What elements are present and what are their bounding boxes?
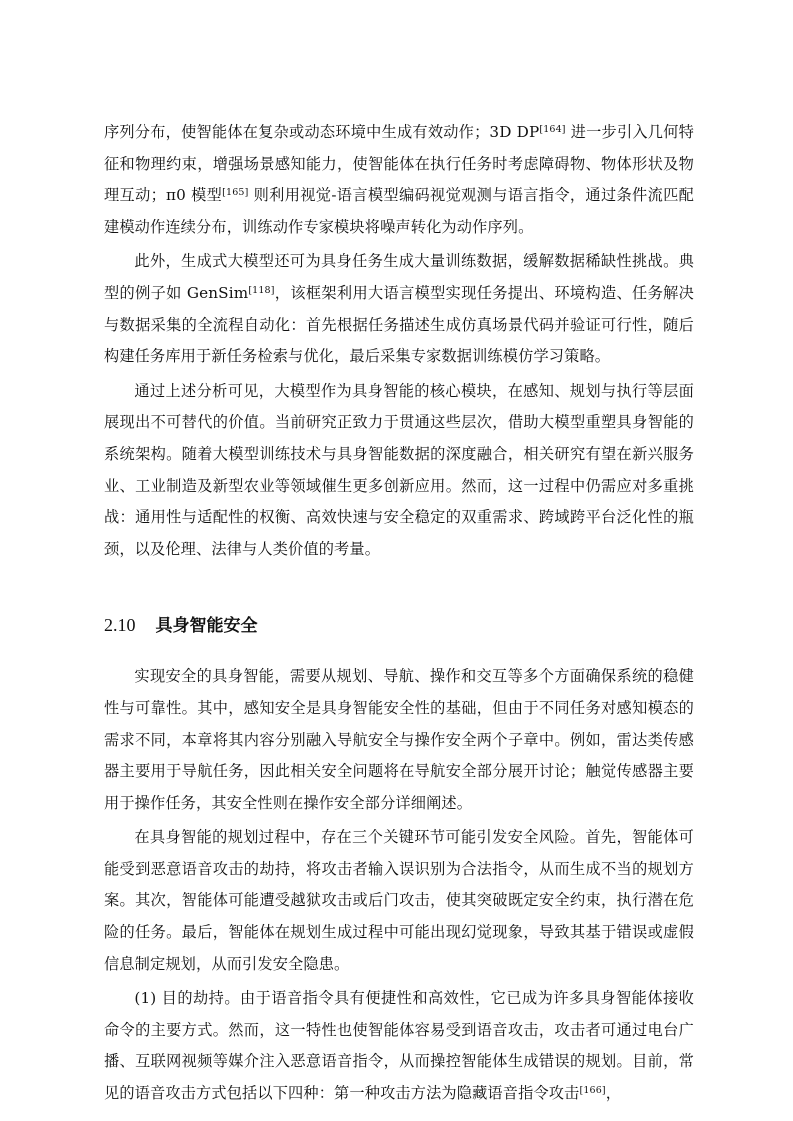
paragraph-4 [104, 661, 694, 819]
paragraph-group-top [104, 117, 694, 565]
paragraph-group-bottom [104, 661, 694, 1109]
paragraph-text: 序列分布，使智能体在复杂或动态环境中生成有效动作；3D DP [104, 123, 540, 141]
paragraph-text: ，该框架利用大语言模型实现任务提出、环境构造、任务解决与数据采集的全流程自动化：首先根据任务描述生成仿真场景代码并验证可行性，随后构建任务库用于新任务检索与优化，最后采集专家数据训练模仿学习策略。 [104, 283, 694, 366]
paragraph-5 [104, 822, 694, 980]
citation[interactable]: [166] [579, 1084, 606, 1096]
paragraph-3 [104, 376, 694, 566]
section-title: 具身智能安全 [155, 616, 258, 637]
paragraph-text: 进一步引入几何特征和物理约束，增强场景感知能力，使智能体在执行任务时考虑障碍物、物体形状及物理互动；π0 模型 [104, 123, 694, 205]
paragraph-1 [104, 117, 694, 243]
citation[interactable]: [118] [248, 284, 275, 296]
paragraph-text: (1) 目的劫持。由于语音指令具有便捷性和高效性，它已成为许多具身智能体接收命令的主要方式。然而，这一特性也使智能体容易受到语音攻击，攻击者可通过电台广播、互联网视频等媒介注入恶意语音指令，从而操控智能体生成错误的规划。目前，常见的语音攻击方式包括以下四种：第一种攻击方法为隐藏语音指令攻击 [104, 989, 694, 1103]
paragraph-text: 通过上述分析可见，大模型作为具身智能的核心模块，在感知、规划与执行等层面展现出不可替代的价值。当前研究正致力于贯通这些层次，借助大模型重塑具身智能的系统架构。随着大模型训练技术与具身智能数据的深度融合，相关研究有望在新兴服务业、工业制造及新型农业等领域催生更多创新应用。然而，这一过程中仍需应对多重挑战：通用性与适配性的权衡、高效快速与安全稳定的双重需求、跨域跨平台泛化性的瓶颈，以及伦理、法律与人类价值的考量。 [104, 381, 694, 558]
paragraph-text: 此外，生成式大模型还可为具身任务生成大量训练数据，缓解数据稀缺性挑战。典型的例子如 GenSim [104, 252, 694, 302]
citation[interactable]: [165] [222, 186, 249, 198]
paragraph-text: 实现安全的具身智能，需要从规划、导航、操作和交互等多个方面确保系统的稳健性与可靠性。其中，感知安全是具身智能安全性的基础，但由于不同任务对感知模态的需求不同，本章将其内容分别融入导航安全与操作安全两个子章中。例如，雷达类传感器主要用于导航任务，因此相关安全问题将在导航安全部分展开讨论；触觉传感器主要用于操作任务，其安全性则在操作安全部分详细阐述。 [104, 667, 694, 812]
paragraph-2 [104, 246, 694, 372]
paragraph-text: 在具身智能的规划过程中，存在三个关键环节可能引发安全风险。首先，智能体可能受到恶意语音攻击的劫持，将攻击者输入误识别为合法指令，从而生成不当的规划方案。其次，智能体可能遭受越狱攻击或后门攻击，使其突破既定安全约束，执行潜在危险的任务。最后，智能体在规划生成过程中可能出现幻觉现象，导致其基于错误或虚假信息制定规划，从而引发安全隐患。 [104, 828, 694, 973]
section-heading [104, 589, 694, 661]
paragraph-text: ， [605, 1084, 622, 1103]
paragraph-6 [104, 983, 694, 1109]
paragraph-text: 则利用视觉-语言模型编码视觉观测与语言指令，通过条件流匹配建模动作连续分布，训练动作专家模块将噪声转化为动作序列。 [104, 186, 694, 236]
section-number: 2.10 [104, 615, 136, 636]
document-body [104, 117, 694, 1110]
citation[interactable]: [164] [539, 123, 566, 135]
